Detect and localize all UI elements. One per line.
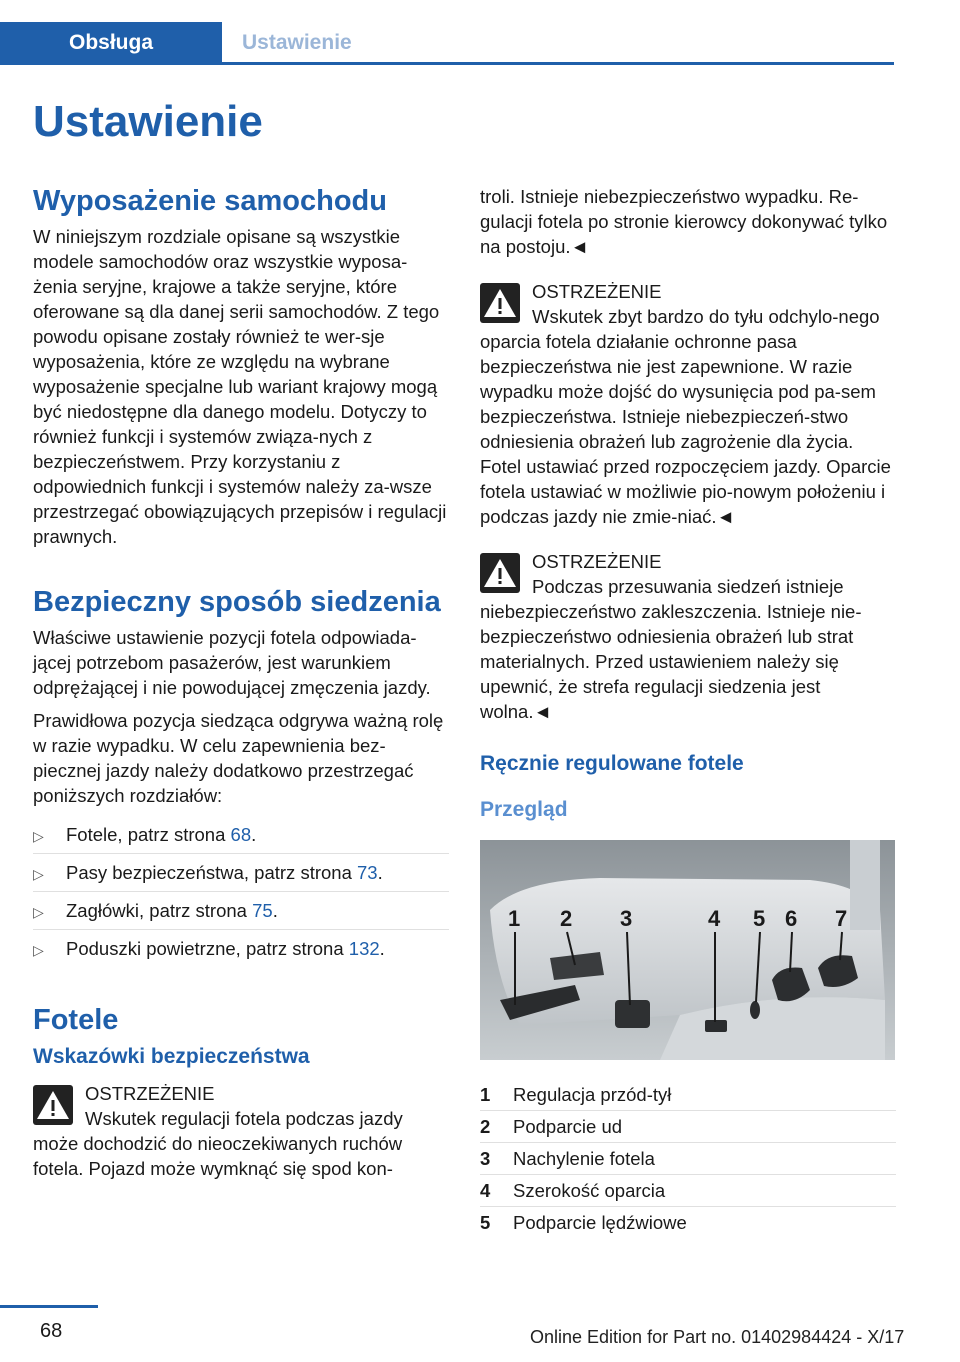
warning-block-2 [480,279,896,529]
list-item: ▷ Pasy bezpieczeństwa, patrz strona 73. [33,854,449,892]
list-item: 5 Podparcie lędźwiowe [480,1212,687,1233]
safe-seating-text-1: Właściwe ustawienie pozycji fotela odpowiada-jącej potrzebom pasażerów, jest warunkiem odprężającej i nie powodującej zmęczenia jazdy. [33,627,431,698]
list-item: 1 Regulacja przód-tył [480,1079,896,1111]
photo-label-1: 1 [508,906,521,931]
photo-label-7: 7 [835,906,848,931]
triangle-bullet-icon: ▷ [33,942,44,958]
seat-controls-photo [480,840,895,1060]
left-column [33,184,449,1189]
safe-seating-text-2: Prawidłowa pozycja siedząca odgrywa ważną rolę w razie wypadku. W celu zapewnienia bez-piecznej jazdy należy dodatkowo przestrzegać poniższych rozdziałów: [33,710,444,806]
warning-heading: OSTRZEŻENIE [532,551,662,572]
photo-label-6: 6 [785,906,798,931]
tab-ustawienie[interactable]: Ustawienie [242,31,352,54]
list-item: 4 Szerokość oparcia [480,1175,896,1207]
page-number: 68 [40,1320,63,1342]
controls-legend [480,1079,896,1238]
page-link[interactable]: 73 [357,862,378,883]
warning-block-1 [33,1081,449,1181]
photo-label-2: 2 [560,906,573,931]
page-link[interactable]: 75 [252,900,273,921]
warning-triangle-icon [480,283,520,323]
list-item: 2 Podparcie ud [480,1111,896,1143]
warning-block-3 [480,549,896,724]
list-item: ▷ Poduszki powietrzne, patrz strona 132. [33,930,449,967]
right-column [480,184,896,1238]
list-item: ▷ Zagłówki, patrz strona 75. [33,892,449,930]
continued-text: troli. Istnieje niebezpieczeństwo wypadku. Re-gulacji fotela po stronie kierowcy dokonywać tylko na postoju.◄ [480,186,888,257]
warning-triangle-icon [33,1085,73,1125]
warning-heading: OSTRZEŻENIE [85,1083,215,1104]
warning-triangle-icon [480,553,520,593]
equipment-text: W niniejszym rozdziale opisane są wszystkie modele samochodów oraz wszystkie wyposa-żenia seryjne, krajowe a także seryjne, które oferowane są dla danej serii samochodów. Z tego powodu opisane zostały również te wer-sje wyposażenia, które ze względu na wybrane wyposażenie specjalne lub wariant krajowy mogą być niedostępne dla danego modelu. Dotyczy to również funkcji i systemów związa-nych z bezpieczeństwem. Przy korzystaniu z odpowiednich funkcji i systemów należy za-wsze przestrzegać obowiązujących przepisów i regulacji prawnych. [33,226,447,547]
subsection-overview: Przegląd [480,798,568,821]
reference-list [33,816,449,967]
list-item: ▷ Fotele, patrz strona 68. [33,816,449,854]
warning-text: Wskutek zbyt bardzo do tyłu odchylo-nego oparcia fotela działanie ochronne pasa bezpieczeństwa nie jest zapewnione. W razie wypadku może dojść do wysunięcia pod pa-sem bezpieczeństwa. Istnieje niebezpieczeń-stwo odniesienia obrażeń lub zagrożenie dla życia. Fotel ustawiać przed rozpoczęciem jazdy. Oparcie fotela ustawiać w możliwie pio-nowym położeniu i podczas jazdy nie zmie-niać.◄ [480,306,891,527]
edition-note: Online Edition for Part no. 01402984424 - X/17 [530,1327,905,1347]
page-title: Ustawienie [33,97,263,146]
list-item: 3 Nachylenie fotela [480,1143,896,1175]
photo-label-5: 5 [753,906,766,931]
warning-text: Podczas przesuwania siedzeń istnieje niebezpieczeństwo zakleszczenia. Istnieje nie-bezpieczeństwo odniesienia obrażeń lub strat materialnych. Przed ustawieniem należy się upewnić, że strefa regulacji siedzenia jest wolna.◄ [480,576,862,722]
triangle-bullet-icon: ▷ [33,828,44,844]
section-title-safe-seating: Bezpieczny sposób siedzenia [33,586,441,618]
subsection-safety-notes: Wskazówki bezpieczeństwa [33,1045,310,1068]
header-tabs [0,22,894,65]
tab-obsluga[interactable]: Obsługa [0,22,222,62]
footer-rule [0,1305,98,1308]
photo-label-4: 4 [708,906,721,931]
subsection-manual-seats: Ręcznie regulowane fotele [480,752,744,775]
warning-heading: OSTRZEŻENIE [532,281,662,302]
section-title-seats: Fotele [33,1004,119,1036]
photo-label-3: 3 [620,906,633,931]
page-link[interactable]: 132 [348,938,380,959]
warning-text: Wskutek regulacji fotela podczas jazdy może dochodzić do nieoczekiwanych ruchów fotela. Pojazd może wymknąć się spod kon- [33,1108,403,1179]
page-link[interactable]: 68 [230,824,252,845]
triangle-bullet-icon: ▷ [33,904,44,920]
section-title-equipment: Wyposażenie samochodu [33,185,387,217]
triangle-bullet-icon: ▷ [33,866,44,882]
